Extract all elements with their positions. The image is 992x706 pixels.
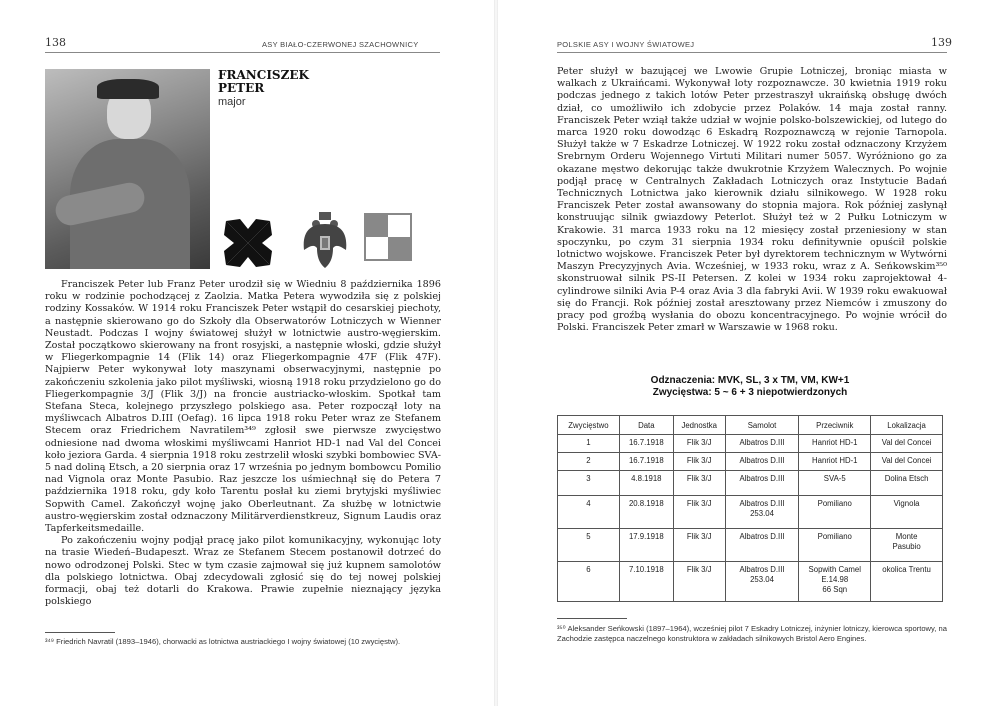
footnote: ³⁵⁰ Aleksander Seńkowski (1897–1964), wcześniej pilot 7 Eskadry Lotniczej, inżynier lotniczy, kierowca sportowy, na Zachodzie zastępca naczelnego konstruktora w zakładach silnikowych Bristol Aero Engines.	[557, 624, 947, 643]
column-header: Jednostka	[673, 416, 725, 435]
paragraph: Peter służył w bazującej we Lwowie Grupie Lotniczej, broniąc miasta w walkach z Ukraińcami. Wykonywał loty rozpoznawcze. 30 kwietnia 1919 roku podczas jednego z takich lotów Peter przestraszył ukraińską obsługę dwóch dział, co umożliwiło ich zdobycie przez Polaków. 14 maja został ranny. Franciszek Peter wziął także udział w wojnie polsko-bolszewickiej, od lutego do marca 1920 roku dowodząc 6 Eskadrą Rozpoznawczą w rejonie Tarnopola. Służył także w 7 Eskadrze Lotniczej. W 1922 roku został odznaczony Krzyżem Srebrnym Orderu Wojennego Virtuti Militari numer 5057. Wyróżniono go za okazane męstwo dekorując także dwukrotnie Krzyżem Walecznych. Po wojnie podjął pracę w Centralnych Zakładach Lotniczych oraz Instytucie Badań Technicznych Lotnictwa jako kierownik działu silnikowego. W 1928 roku Franciszek Peter został awansowany do stopnia majora. Rok później zasłynął konstruując silnik gwiazdowy Peterlot. Służył też w 2 Pułku Lotniczym w Krakowie. 31 marca 1933 roku na 12 miesięcy został przeniesiony w stan spoczynku, po czym 31 sierpnia 1934 roku definitywnie opuścił polskie lotnictwo wojskowe. Franciszek Peter był dyrektorem technicznym w Wytwórni Maszyn Precyzyjnych Avia. Wcześniej, w 1933 roku, wraz z A. Seńkowskim³⁵⁰ skonstruował silnik PS-II Petersen. Z kolei w 1934 roku zaprojektował 4-cylindrowe silniki Avia P-4 oraz Avia 3 dla fabryki Avii. W 1939 roku ewakuował się do Francji. Rok później został aresztowany przez Niemców i zmuszony do pracy pod groźbą wysłania do obozu koncentracyjnego. Po wojnie wrócił do Polski. Franciszek Peter zmarł w Warszawie w 1968 roku.	[557, 66, 947, 334]
table-row	[558, 562, 943, 602]
table-cell: 2	[558, 453, 620, 471]
table-cell: 1	[558, 435, 620, 453]
table-cell: 7.10.1918	[619, 562, 673, 602]
page-number: 138	[45, 36, 66, 49]
table-cell: Val del Concei	[871, 435, 943, 453]
table-cell: 4	[558, 496, 620, 529]
footnote: ³⁴⁹ Friedrich Navratil (1893–1946), chorwacki as lotnictwa austriackiego I wojny światowej (10 zwycięstw).	[45, 637, 401, 646]
table-cell: 4.8.1918	[619, 471, 673, 496]
table-cell: 3	[558, 471, 620, 496]
table-cell: Albatros D.III	[725, 435, 799, 453]
table-body	[558, 435, 943, 602]
table-cell: Hanriot HD-1	[799, 453, 871, 471]
polish-checkerboard-icon	[364, 213, 412, 261]
victories-table	[557, 415, 943, 602]
biography-text	[557, 66, 947, 334]
table-header-row	[558, 416, 943, 435]
table-cell: Albatros D.III 253.04	[725, 496, 799, 529]
table-cell: 16.7.1918	[619, 453, 673, 471]
austro-hungarian-eagle-icon	[300, 210, 350, 270]
table-cell: Pomiliano	[799, 529, 871, 562]
iron-cross-icon	[220, 215, 276, 271]
victories-line: Zwycięstwa: 5 ~ 6 + 3 niepotwierdzonych	[652, 387, 848, 398]
footnote-rule	[557, 618, 627, 619]
table-cell: 16.7.1918	[619, 435, 673, 453]
table-cell: Pomiliano	[799, 496, 871, 529]
table-cell: 6	[558, 562, 620, 602]
column-header: Samolot	[725, 416, 799, 435]
header-rule	[45, 52, 440, 53]
table-cell: 20.8.1918	[619, 496, 673, 529]
table-cell: okolica Trentu	[871, 562, 943, 602]
table-cell: Sopwith Camel E.14.98 66 Sqn	[799, 562, 871, 602]
awards-line: Odznaczenia: MVK, SL, 3 x TM, VM, KW+1	[650, 375, 850, 386]
table-cell: 5	[558, 529, 620, 562]
column-header: Lokalizacja	[871, 416, 943, 435]
table-cell: Albatros D.III	[725, 471, 799, 496]
table-cell: Albatros D.III	[725, 529, 799, 562]
table-row	[558, 471, 943, 496]
table-row	[558, 529, 943, 562]
table-cell: SVA-5	[799, 471, 871, 496]
table-cell: Flik 3/J	[673, 529, 725, 562]
running-head: POLSKIE ASY I WOJNY ŚWIATOWEJ	[557, 40, 695, 49]
table-row	[558, 453, 943, 471]
column-header: Przeciwnik	[799, 416, 871, 435]
table-cell: Albatros D.III 253.04	[725, 562, 799, 602]
table-cell: Albatros D.III	[725, 453, 799, 471]
person-name: FRANCISZEK PETER	[218, 68, 309, 95]
portrait-photo	[45, 69, 210, 269]
table-row	[558, 496, 943, 529]
column-header: Zwycięstwo	[558, 416, 620, 435]
table-cell: Flik 3/J	[673, 496, 725, 529]
column-header: Data	[619, 416, 673, 435]
paragraph: Po zakończeniu wojny podjął pracę jako pilot komunikacyjny, wykonując loty na trasie Wiedeń–Budapeszt. Wraz ze Stefanem Stecem postanowił dotrzeć do nowo odrodzonej Polski. Stec w tym czasie zajmował się już kupnem samolotów dla polskiego lotnictwa. Obaj zdecydowali zgłosić się do tej nowej polskiej formacji, obaj też dotarli do Krakowa. Prawie zupełnie nieznający języka polskiego	[45, 535, 441, 608]
person-rank: major	[218, 96, 246, 108]
table-cell: Flik 3/J	[673, 435, 725, 453]
table-cell: Dolina Etsch	[871, 471, 943, 496]
table-cell: 17.9.1918	[619, 529, 673, 562]
table-cell: Flik 3/J	[673, 562, 725, 602]
table-cell: Flik 3/J	[673, 453, 725, 471]
running-head: ASY BIAŁO-CZERWONEJ SZACHOWNICY	[262, 40, 419, 49]
table-cell: Hanriot HD-1	[799, 435, 871, 453]
awards-summary	[560, 375, 940, 399]
footnote-rule	[45, 632, 115, 633]
biography-text	[45, 279, 441, 608]
table-cell: Monte Pasubio	[871, 529, 943, 562]
page-number: 139	[931, 36, 952, 49]
paragraph: Franciszek Peter lub Franz Peter urodził się w Wiedniu 8 października 1896 roku w rodzinie pochodzącej z Zaolzia. Matka Petera wywodziła się z polskiej rodziny Kossaków. W 1914 roku Franciszek Peter wstąpił do cesarskiej piechoty, a następnie skierowano go do Szkoły dla Obserwatorów Lotniczych w Wienner Neustadt. Podczas I wojny światowej służył w lotnictwie austro-węgierskim. Został początkowo skierowany na front rosyjski, a następnie włoski, gdzie służył w Fliegerkompagnie 14 (Flik 14) oraz Fliegerkompagnie 47F (Flik 47F). Najpierw Peter wykonywał loty maszynami obserwacyjnymi, następnie po zakończeniu szkolenia jako pilot myśliwski, wiosną 1918 roku przydzielono go do Fliegerkompagnie 3/J (Flik 3/J) na froncie austriacko-włoskim. Spotkał tam Stefana Steca, kolejnego przyszłego polskiego asa. Peter rozpoczął loty na myśliwcach Albatros D.III (Oefag). 16 lipca 1918 roku Peter wraz ze Stefanem Stecem oraz Friedrichem Navratilem³⁴⁹ zgłosił swe pierwsze zwycięstwo odniesione nad dwoma włoskimi myśliwcami Hanriot HD-1 nad Val del Concei koło jeziora Garda. 4 sierpnia 1918 roku zestrzelił włoski szybki bombowiec SVA-5 nad doliną Etsch, a 20 sierpnia oraz 17 września po jednym bombowcu Pomilio nad Vignola oraz Monte Pasubio. Raz jeszcze los uśmiechnął się do Petera 7 października 1918 roku, gdy koło Tarentu posłał ku ziemi brytyjski myśliwiec Sopwith Camel. Zakończył wojnę jako Oberleutnant. Za służbę w lotnictwie austro-węgierskim został odznaczony Militärverdienstkreuz, Signum Laudis oraz Tapferkeitsmedaille.	[45, 279, 441, 535]
table-cell: Flik 3/J	[673, 471, 725, 496]
table-cell: Val del Concei	[871, 453, 943, 471]
table-cell: Vignola	[871, 496, 943, 529]
header-rule	[557, 52, 947, 53]
table-row	[558, 435, 943, 453]
